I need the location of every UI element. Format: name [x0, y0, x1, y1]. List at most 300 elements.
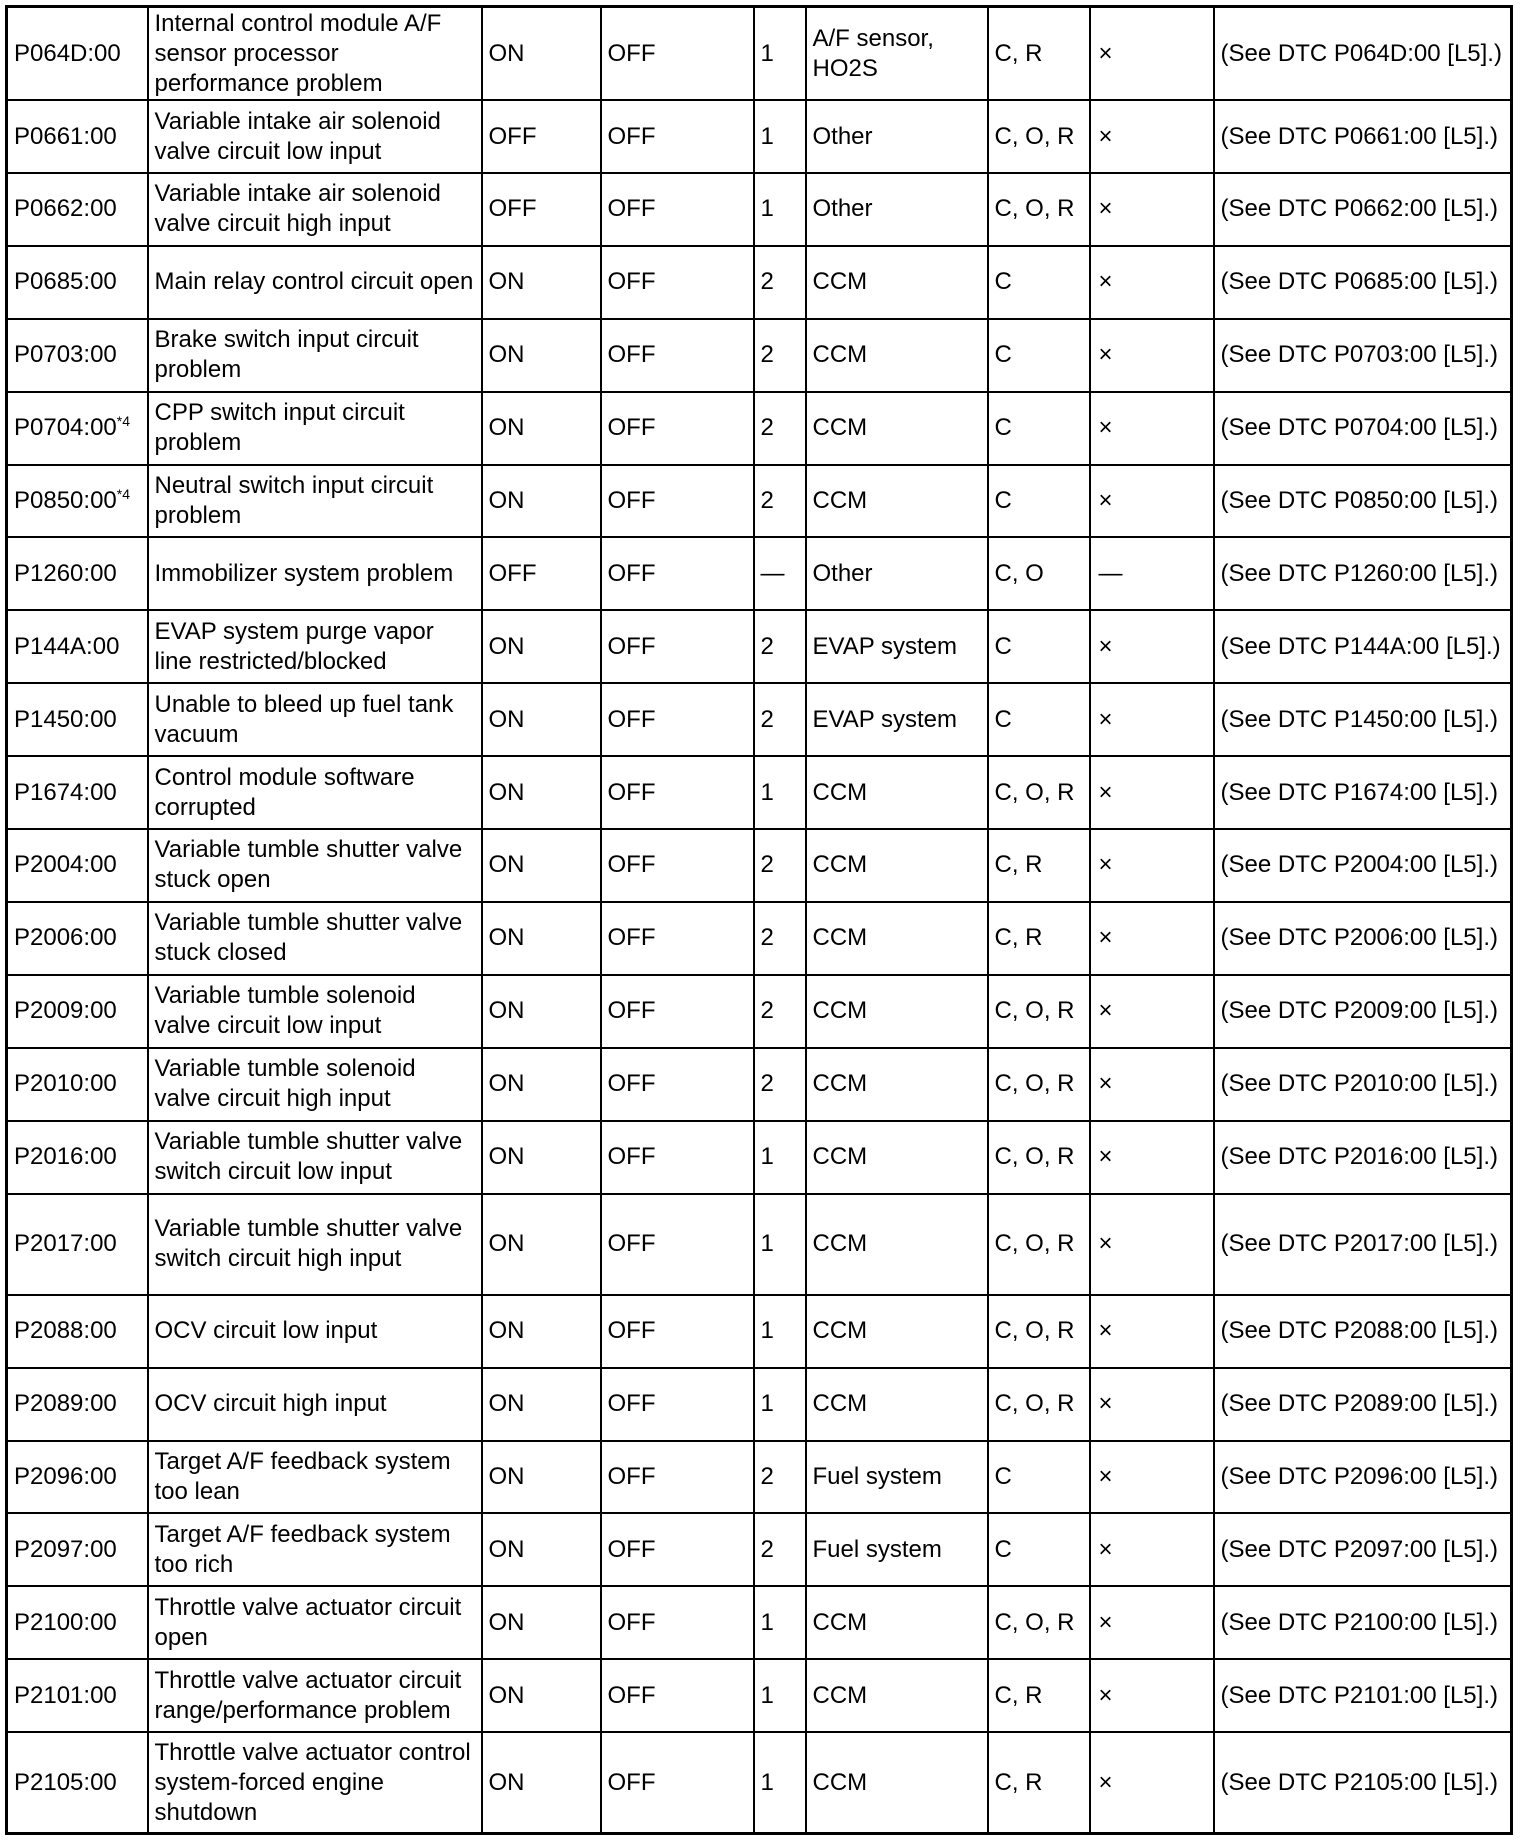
- dsc-mark: ×: [1098, 195, 1113, 223]
- dsc-light-status-cell: [601, 1194, 754, 1295]
- mil-status-cell: [482, 173, 601, 246]
- trip-count: 1: [760, 39, 774, 67]
- dtc-code: P1260:00: [14, 559, 117, 587]
- memory-function: C, O, R: [994, 1143, 1075, 1171]
- trip-count-cell: [754, 683, 806, 756]
- memory-function: C, O, R: [994, 1390, 1075, 1418]
- dsc-mark: ×: [1098, 1768, 1113, 1796]
- trip-count: 2: [760, 1535, 774, 1563]
- dtc-description: EVAP system purge vapor line restricted/blocked: [154, 617, 434, 675]
- dsc-light-status: OFF: [607, 851, 656, 879]
- dtc-description-cell: [148, 1659, 482, 1732]
- mil-status: ON: [488, 705, 525, 733]
- trip-count: 2: [760, 851, 774, 879]
- dsc-light-status: OFF: [607, 924, 656, 952]
- trip-count-cell: [754, 7, 806, 101]
- monitor-item: CCM: [812, 1681, 868, 1709]
- trip-count-cell: [754, 1586, 806, 1659]
- reference: (See DTC P2010:00 [L5].): [1220, 1070, 1498, 1098]
- dtc-description-cell: [148, 1441, 482, 1514]
- trip-count-cell: [754, 173, 806, 246]
- trip-count: 1: [760, 195, 774, 223]
- dtc-description: Neutral switch input circuit problem: [154, 472, 434, 530]
- reference-cell: [1214, 1513, 1512, 1586]
- memory-function: C: [994, 632, 1012, 660]
- dsc-mark-cell: [1090, 610, 1214, 683]
- table-row: [7, 1368, 1512, 1441]
- dtc-code: P0704:00: [14, 414, 117, 442]
- dsc-mark: ×: [1098, 851, 1113, 879]
- reference: (See DTC P2016:00 [L5].): [1220, 1143, 1498, 1171]
- memory-function-cell: [988, 1732, 1090, 1833]
- dsc-mark: ×: [1098, 705, 1113, 733]
- trip-count: 1: [760, 1681, 774, 1709]
- reference-cell: [1214, 1368, 1512, 1441]
- monitor-item: CCM: [812, 924, 868, 952]
- trip-count: 2: [760, 632, 774, 660]
- dtc-table: [5, 5, 1513, 1835]
- dtc-code-cell: [7, 1732, 148, 1833]
- dsc-mark-cell: [1090, 756, 1214, 829]
- trip-count-cell: [754, 1368, 806, 1441]
- memory-function-cell: [988, 392, 1090, 465]
- reference-cell: [1214, 173, 1512, 246]
- monitor-item-cell: [806, 610, 988, 683]
- memory-function-cell: [988, 902, 1090, 975]
- monitor-item: EVAP system: [812, 632, 957, 660]
- dsc-mark-cell: [1090, 902, 1214, 975]
- reference: (See DTC P144A:00 [L5].): [1220, 632, 1501, 660]
- dtc-description-cell: [148, 829, 482, 902]
- table-row: [7, 1194, 1512, 1295]
- dtc-code-cell: [7, 173, 148, 246]
- reference: (See DTC P2006:00 [L5].): [1220, 924, 1498, 952]
- dsc-light-status: OFF: [607, 1681, 656, 1709]
- table-row: [7, 756, 1512, 829]
- dsc-mark-cell: [1090, 683, 1214, 756]
- reference: (See DTC P2089:00 [L5].): [1220, 1390, 1498, 1418]
- dtc-code-cell: [7, 1513, 148, 1586]
- reference-cell: [1214, 1441, 1512, 1514]
- dtc-code: P2101:00: [14, 1681, 117, 1709]
- reference: (See DTC P0662:00 [L5].): [1220, 195, 1498, 223]
- dtc-code-cell: [7, 1441, 148, 1514]
- dsc-mark: ×: [1098, 1681, 1113, 1709]
- dtc-description: Variable tumble solenoid valve circuit low input: [154, 982, 416, 1040]
- trip-count-cell: [754, 392, 806, 465]
- mil-status: ON: [488, 1681, 525, 1709]
- reference: (See DTC P064D:00 [L5].): [1220, 39, 1502, 67]
- reference-cell: [1214, 100, 1512, 173]
- mil-status-cell: [482, 1048, 601, 1121]
- memory-function-cell: [988, 1121, 1090, 1194]
- memory-function-cell: [988, 1659, 1090, 1732]
- memory-function: C, R: [994, 39, 1043, 67]
- table-row: [7, 829, 1512, 902]
- dsc-mark-cell: [1090, 829, 1214, 902]
- mil-status-cell: [482, 1121, 601, 1194]
- trip-count-cell: [754, 465, 806, 538]
- monitor-item-cell: [806, 1295, 988, 1368]
- memory-function: C: [994, 341, 1012, 369]
- monitor-item-cell: [806, 1659, 988, 1732]
- mil-status: ON: [488, 39, 525, 67]
- dtc-code-cell: [7, 392, 148, 465]
- table-row: [7, 902, 1512, 975]
- dtc-code-cell: [7, 1194, 148, 1295]
- dsc-mark-cell: [1090, 975, 1214, 1048]
- dtc-code-cell: [7, 1659, 148, 1732]
- dsc-mark: ×: [1098, 632, 1113, 660]
- dtc-description: Variable tumble shutter valve stuck closed: [154, 909, 463, 967]
- monitor-item-cell: [806, 319, 988, 392]
- dtc-code-cell: [7, 1368, 148, 1441]
- dtc-code: P2088:00: [14, 1317, 117, 1345]
- dtc-code: P064D:00: [14, 39, 121, 67]
- dtc-description: OCV circuit low input: [154, 1317, 378, 1345]
- footnote-marker: *4: [116, 413, 130, 430]
- dsc-mark: ×: [1098, 1462, 1113, 1490]
- mil-status-cell: [482, 7, 601, 101]
- table-row: [7, 1295, 1512, 1368]
- monitor-item-cell: [806, 683, 988, 756]
- reference-cell: [1214, 392, 1512, 465]
- dsc-mark: ×: [1098, 1070, 1113, 1098]
- reference-cell: [1214, 246, 1512, 319]
- mil-status: ON: [488, 1317, 525, 1345]
- trip-count: 2: [760, 997, 774, 1025]
- memory-function-cell: [988, 1295, 1090, 1368]
- trip-count-cell: [754, 1194, 806, 1295]
- monitor-item-cell: [806, 246, 988, 319]
- dtc-code: P2097:00: [14, 1535, 117, 1563]
- monitor-item-cell: [806, 829, 988, 902]
- dtc-description-cell: [148, 1194, 482, 1295]
- dsc-mark-cell: [1090, 1513, 1214, 1586]
- memory-function: C, R: [994, 1681, 1043, 1709]
- dsc-mark-cell: [1090, 537, 1214, 610]
- memory-function: C: [994, 268, 1012, 296]
- monitor-item-cell: [806, 902, 988, 975]
- dtc-code-cell: [7, 756, 148, 829]
- monitor-item-cell: [806, 7, 988, 101]
- trip-count-cell: [754, 1048, 806, 1121]
- memory-function-cell: [988, 1513, 1090, 1586]
- dtc-description-cell: [148, 246, 482, 319]
- dsc-light-status-cell: [601, 1732, 754, 1833]
- trip-count-cell: [754, 246, 806, 319]
- memory-function-cell: [988, 1441, 1090, 1514]
- dsc-light-status-cell: [601, 610, 754, 683]
- dsc-mark-cell: [1090, 246, 1214, 319]
- dtc-code: P2017:00: [14, 1230, 117, 1258]
- reference: (See DTC P1450:00 [L5].): [1220, 705, 1498, 733]
- dtc-description: OCV circuit high input: [154, 1390, 387, 1418]
- dtc-description-cell: [148, 465, 482, 538]
- trip-count-cell: [754, 1659, 806, 1732]
- memory-function-cell: [988, 173, 1090, 246]
- dtc-table-body: [7, 7, 1512, 1834]
- dsc-light-status-cell: [601, 829, 754, 902]
- monitor-item-cell: [806, 1194, 988, 1295]
- monitor-item: CCM: [812, 1608, 868, 1636]
- trip-count: 1: [760, 1608, 774, 1636]
- dsc-light-status-cell: [601, 683, 754, 756]
- dsc-light-status: OFF: [607, 39, 656, 67]
- table-row: [7, 1513, 1512, 1586]
- dsc-light-status: OFF: [607, 1390, 656, 1418]
- reference: (See DTC P0850:00 [L5].): [1220, 487, 1498, 515]
- mil-status-cell: [482, 1295, 601, 1368]
- reference: (See DTC P2088:00 [L5].): [1220, 1317, 1498, 1345]
- dtc-code-cell: [7, 246, 148, 319]
- dsc-mark: ×: [1098, 1143, 1113, 1171]
- dsc-mark: ×: [1098, 1317, 1113, 1345]
- reference-cell: [1214, 465, 1512, 538]
- dtc-description-cell: [148, 1295, 482, 1368]
- dsc-light-status: OFF: [607, 122, 656, 150]
- dsc-mark: ×: [1098, 1390, 1113, 1418]
- dtc-description: Variable tumble shutter valve switch circuit high input: [154, 1215, 463, 1273]
- dtc-description: Internal control module A/F sensor processor performance problem: [154, 9, 442, 97]
- monitor-item-cell: [806, 100, 988, 173]
- dtc-code: P2100:00: [14, 1608, 117, 1636]
- dtc-code-cell: [7, 683, 148, 756]
- dtc-description-cell: [148, 975, 482, 1048]
- dtc-code-cell: [7, 975, 148, 1048]
- memory-function: C, O, R: [994, 1608, 1075, 1636]
- memory-function: C: [994, 1462, 1012, 1490]
- reference-cell: [1214, 1048, 1512, 1121]
- dtc-code-cell: [7, 7, 148, 101]
- dtc-code: P1674:00: [14, 778, 117, 806]
- monitor-item-cell: [806, 1368, 988, 1441]
- dtc-code-cell: [7, 1048, 148, 1121]
- memory-function: C, O, R: [994, 195, 1075, 223]
- dsc-light-status: OFF: [607, 997, 656, 1025]
- reference-cell: [1214, 1586, 1512, 1659]
- mil-status-cell: [482, 100, 601, 173]
- mil-status-cell: [482, 829, 601, 902]
- dsc-light-status-cell: [601, 1048, 754, 1121]
- table-row: [7, 610, 1512, 683]
- dtc-code: P0685:00: [14, 268, 117, 296]
- reference: (See DTC P2009:00 [L5].): [1220, 997, 1498, 1025]
- monitor-item: CCM: [812, 341, 868, 369]
- dsc-mark-cell: [1090, 1295, 1214, 1368]
- dtc-code: P2010:00: [14, 1070, 117, 1098]
- reference: (See DTC P2100:00 [L5].): [1220, 1608, 1498, 1636]
- dsc-light-status-cell: [601, 1295, 754, 1368]
- trip-count: 2: [760, 705, 774, 733]
- reference: (See DTC P1674:00 [L5].): [1220, 778, 1498, 806]
- dtc-description-cell: [148, 610, 482, 683]
- dtc-code-cell: [7, 610, 148, 683]
- dsc-light-status-cell: [601, 1121, 754, 1194]
- dsc-light-status-cell: [601, 7, 754, 101]
- mil-status-cell: [482, 1194, 601, 1295]
- dtc-code: P0662:00: [14, 195, 117, 223]
- dtc-description: Control module software corrupted: [154, 763, 415, 821]
- memory-function: C, R: [994, 851, 1043, 879]
- table-row: [7, 246, 1512, 319]
- dsc-light-status: OFF: [607, 705, 656, 733]
- mil-status: ON: [488, 1768, 525, 1796]
- trip-count-cell: [754, 319, 806, 392]
- dsc-mark-cell: [1090, 319, 1214, 392]
- trip-count: 2: [760, 268, 774, 296]
- dtc-description-cell: [148, 1513, 482, 1586]
- memory-function: C: [994, 705, 1012, 733]
- monitor-item-cell: [806, 1732, 988, 1833]
- dsc-mark: ×: [1098, 1608, 1113, 1636]
- memory-function: C, O, R: [994, 122, 1075, 150]
- dtc-description: Variable intake air solenoid valve circuit high input: [154, 180, 441, 238]
- mil-status: ON: [488, 1143, 525, 1171]
- reference: (See DTC P2097:00 [L5].): [1220, 1535, 1498, 1563]
- dsc-light-status: OFF: [607, 1608, 656, 1636]
- reference-cell: [1214, 902, 1512, 975]
- dsc-mark-cell: [1090, 1048, 1214, 1121]
- dtc-code: P2089:00: [14, 1390, 117, 1418]
- reference-cell: [1214, 1659, 1512, 1732]
- dtc-code: P2006:00: [14, 924, 117, 952]
- monitor-item: CCM: [812, 1143, 868, 1171]
- monitor-item-cell: [806, 1441, 988, 1514]
- dtc-description-cell: [148, 537, 482, 610]
- trip-count: 1: [760, 1768, 774, 1796]
- memory-function-cell: [988, 1048, 1090, 1121]
- dsc-light-status-cell: [601, 1659, 754, 1732]
- reference-cell: [1214, 1732, 1512, 1833]
- dsc-mark: ×: [1098, 341, 1113, 369]
- footnote-marker: *4: [116, 486, 130, 503]
- dsc-mark: ×: [1098, 414, 1113, 442]
- reference-cell: [1214, 7, 1512, 101]
- reference-cell: [1214, 829, 1512, 902]
- dsc-light-status: OFF: [607, 414, 656, 442]
- reference: (See DTC P0661:00 [L5].): [1220, 122, 1498, 150]
- reference-cell: [1214, 1121, 1512, 1194]
- dsc-mark: ×: [1098, 39, 1113, 67]
- dtc-code: P0850:00: [14, 487, 117, 515]
- memory-function: C, O, R: [994, 1070, 1075, 1098]
- reference: (See DTC P0704:00 [L5].): [1220, 414, 1498, 442]
- trip-count: 2: [760, 924, 774, 952]
- reference: (See DTC P2017:00 [L5].): [1220, 1230, 1498, 1258]
- dsc-light-status-cell: [601, 902, 754, 975]
- mil-status-cell: [482, 683, 601, 756]
- dsc-light-status: OFF: [607, 632, 656, 660]
- monitor-item-cell: [806, 1586, 988, 1659]
- mil-status-cell: [482, 1586, 601, 1659]
- dtc-code-cell: [7, 902, 148, 975]
- memory-function-cell: [988, 975, 1090, 1048]
- trip-count: 2: [760, 414, 774, 442]
- mil-status: ON: [488, 414, 525, 442]
- dsc-mark: ×: [1098, 1535, 1113, 1563]
- trip-count: —: [760, 559, 785, 587]
- mil-status-cell: [482, 319, 601, 392]
- table-row: [7, 537, 1512, 610]
- monitor-item: CCM: [812, 1768, 868, 1796]
- monitor-item-cell: [806, 392, 988, 465]
- mil-status: ON: [488, 1230, 525, 1258]
- mil-status: ON: [488, 1535, 525, 1563]
- monitor-item: A/F sensor, HO2S: [812, 24, 934, 82]
- dtc-code: P2105:00: [14, 1768, 117, 1796]
- dsc-light-status: OFF: [607, 1230, 656, 1258]
- table-row: [7, 1121, 1512, 1194]
- trip-count-cell: [754, 975, 806, 1048]
- monitor-item-cell: [806, 465, 988, 538]
- memory-function-cell: [988, 319, 1090, 392]
- trip-count: 1: [760, 1143, 774, 1171]
- monitor-item: Other: [812, 195, 873, 223]
- dtc-description-cell: [148, 392, 482, 465]
- memory-function: C, O, R: [994, 1317, 1075, 1345]
- table-row: [7, 1659, 1512, 1732]
- memory-function-cell: [988, 1368, 1090, 1441]
- mil-status: ON: [488, 341, 525, 369]
- memory-function-cell: [988, 1194, 1090, 1295]
- dsc-mark: ×: [1098, 268, 1113, 296]
- monitor-item-cell: [806, 1121, 988, 1194]
- dsc-mark: ×: [1098, 122, 1113, 150]
- dtc-code-cell: [7, 1586, 148, 1659]
- memory-function: C: [994, 487, 1012, 515]
- mil-status: ON: [488, 632, 525, 660]
- mil-status-cell: [482, 610, 601, 683]
- table-row: [7, 173, 1512, 246]
- monitor-item-cell: [806, 537, 988, 610]
- dtc-description: Target A/F feedback system too lean: [154, 1447, 451, 1505]
- dtc-code-cell: [7, 1295, 148, 1368]
- monitor-item-cell: [806, 1048, 988, 1121]
- dtc-code-cell: [7, 319, 148, 392]
- trip-count-cell: [754, 610, 806, 683]
- monitor-item: CCM: [812, 778, 868, 806]
- monitor-item-cell: [806, 975, 988, 1048]
- reference-cell: [1214, 537, 1512, 610]
- dsc-light-status: OFF: [607, 487, 656, 515]
- mil-status: ON: [488, 997, 525, 1025]
- table-row: [7, 465, 1512, 538]
- dtc-description: Main relay control circuit open: [154, 268, 474, 296]
- mil-status: ON: [488, 851, 525, 879]
- mil-status-cell: [482, 537, 601, 610]
- mil-status: ON: [488, 924, 525, 952]
- dsc-light-status-cell: [601, 1441, 754, 1514]
- dsc-mark: ×: [1098, 997, 1113, 1025]
- dtc-description-cell: [148, 173, 482, 246]
- memory-function: C: [994, 1535, 1012, 1563]
- reference-cell: [1214, 683, 1512, 756]
- dtc-code: P2096:00: [14, 1462, 117, 1490]
- dsc-mark-cell: [1090, 392, 1214, 465]
- dsc-light-status-cell: [601, 975, 754, 1048]
- dtc-code: P0661:00: [14, 122, 117, 150]
- trip-count-cell: [754, 1295, 806, 1368]
- reference: (See DTC P2105:00 [L5].): [1220, 1768, 1498, 1796]
- monitor-item-cell: [806, 1513, 988, 1586]
- table-row: [7, 7, 1512, 101]
- dsc-light-status-cell: [601, 756, 754, 829]
- trip-count-cell: [754, 100, 806, 173]
- dsc-light-status: OFF: [607, 559, 656, 587]
- mil-status-cell: [482, 902, 601, 975]
- dtc-code: P1450:00: [14, 705, 117, 733]
